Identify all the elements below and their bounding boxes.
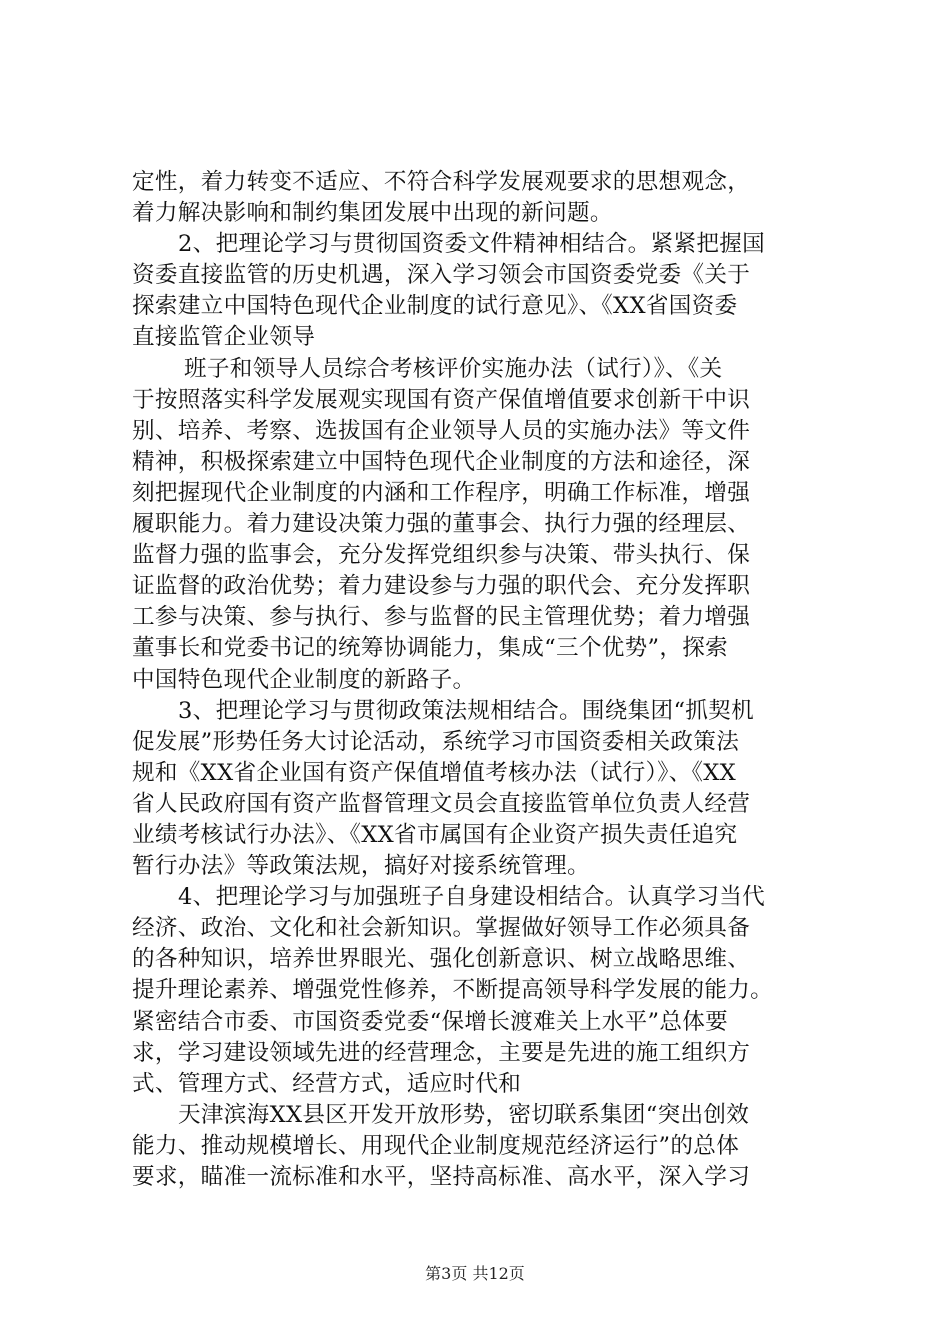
text-line: 提升理论素养、增强党性修养，不断提高领导科学发展的能力。 bbox=[132, 977, 774, 1004]
page-number-footer: 第3页 共12页 bbox=[425, 1264, 525, 1283]
text-line: 别、培养、考察、选拔国有企业领导人员的实施办法》等文件 bbox=[132, 417, 751, 444]
text-line: 经济、政治、文化和社会新知识。掌握做好领导工作必须具备 bbox=[132, 915, 751, 942]
text-line: 3、把理论学习与贯彻政策法规相结合。围绕集团“抓契机 bbox=[178, 697, 754, 724]
text-line: 着力解决影响和制约集团发展中出现的新问题。 bbox=[132, 200, 613, 227]
text-line: 班子和领导人员综合考核评价实施办法（试行）》、《关 bbox=[184, 355, 723, 382]
text-line: 于按照落实科学发展观实现国有资产保值增值要求创新干中识 bbox=[132, 386, 751, 413]
text-line: 能力、推动规模增长、用现代企业制度规范经济运行”的总体 bbox=[132, 1132, 740, 1159]
text-line: 规和《XX省企业国有资产保值增值考核办法（试行）》、《XX bbox=[132, 759, 736, 786]
text-line: 履职能力。着力建设决策力强的董事会、执行力强的经理层、 bbox=[132, 511, 751, 538]
text-line: 业绩考核试行办法》、《XX省市属国有企业资产损失责任追究 bbox=[132, 821, 738, 848]
text-line: 董事长和党委书记的统筹协调能力，集成“三个优势”，探索 bbox=[132, 635, 729, 662]
text-line: 要求，瞄准一流标准和水平，坚持高标准、高水平，深入学习 bbox=[132, 1164, 751, 1190]
text-line: 求，学习建设领域先进的经营理念，主要是先进的施工组织方 bbox=[132, 1039, 751, 1066]
text-line: 2、把理论学习与贯彻国资委文件精神相结合。紧紧把握国 bbox=[178, 231, 766, 258]
text-line: 式、管理方式、经营方式，适应时代和 bbox=[132, 1070, 522, 1097]
text-line: 证监督的政治优势；着力建设参与力强的职代会、充分发挥职 bbox=[132, 573, 751, 600]
text-line: 探索建立中国特色现代企业制度的试行意见》、《XX省国资委 bbox=[132, 293, 738, 320]
text-line: 资委直接监管的历史机遇，深入学习领会市国资委党委《关于 bbox=[132, 262, 751, 289]
text-line: 刻把握现代企业制度的内涵和工作程序，明确工作标准，增强 bbox=[132, 479, 751, 506]
text-line: 紧密结合市委、市国资委党委“保增长渡难关上水平”总体要 bbox=[132, 1008, 729, 1035]
text-line: 4、把理论学习与加强班子自身建设相结合。认真学习当代 bbox=[178, 884, 766, 911]
text-line: 的各种知识，培养世界眼光、强化创新意识、树立战略思维、 bbox=[132, 946, 751, 973]
text-line: 监督力强的监事会，充分发挥党组织参与决策、带头执行、保 bbox=[132, 542, 751, 569]
text-line: 工参与决策、参与执行、参与监督的民主管理优势；着力增强 bbox=[132, 604, 751, 631]
text-line: 促发展”形势任务大讨论活动，系统学习市国资委相关政策法 bbox=[132, 728, 740, 755]
text-line: 暂行办法》等政策法规，搞好对接系统管理。 bbox=[132, 853, 590, 880]
document-body bbox=[132, 167, 832, 1193]
text-line: 直接监管企业领导 bbox=[132, 324, 316, 351]
text-line: 省人民政府国有资产监督管理文员会直接监管单位负责人经营 bbox=[132, 790, 751, 817]
text-line: 中国特色现代企业制度的新路子。 bbox=[132, 666, 476, 693]
text-line: 天津滨海XX县区开发开放形势，密切联系集团“突出创效 bbox=[178, 1101, 750, 1128]
text-line: 定性，着力转变不适应、不符合科学发展观要求的思想观念， bbox=[132, 169, 751, 195]
text-line: 精神，积极探索建立中国特色现代企业制度的方法和途径，深 bbox=[132, 448, 751, 475]
